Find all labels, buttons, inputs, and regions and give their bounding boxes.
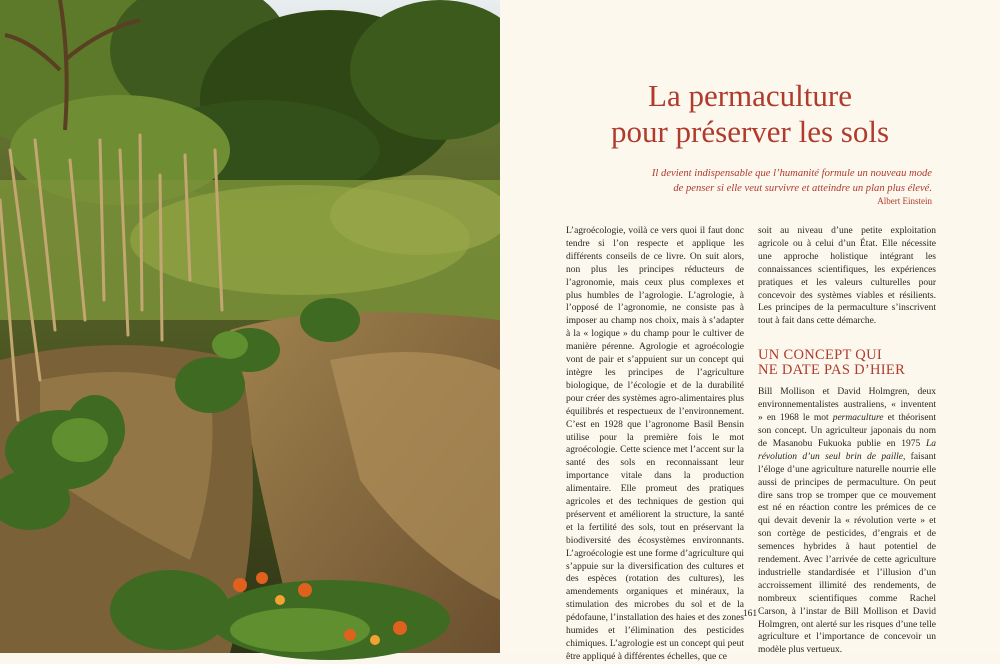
section-heading-line-2: NE DATE PAS D’HIER bbox=[758, 362, 906, 379]
quote-author: Albert Einstein bbox=[877, 196, 932, 206]
section-heading-line-1: UN CONCEPT QUI bbox=[758, 347, 882, 364]
page-title bbox=[500, 78, 1000, 150]
text-run: et théorisent son concept. Un agriculteur japonais du nom de Masanobu Fukuoka publie en 1975 bbox=[758, 413, 936, 449]
text-run: , faisant l’éloge d’une agriculture naturelle nourrie elle aussi de principes de permaculture. On peut dire sans trop se tromper que ce mouvement est né en réaction contre les prémices de ce qui devait devenir la « révolution verte » et son cortège de pesticides, d’engrais et de semences hybrides à haut potentiel de rendement. Avec l’arrivée de cette agriculture industrielle standardisée et l’illusion d’un accroissement illimité des rendements, de nombreux scientifiques comme Rachel Carson, à l’instar de Bill Mollison et David Holmgren, ont alerté sur les risques d’une telle agriculture et l’importance de concevoir un modèle plus vertueux. bbox=[758, 451, 936, 656]
body-paragraph-1: L’agroécologie, voilà ce vers quoi il faut donc tendre si l’on respecte et applique les différents conseils de ce livre. On suit alors, non plus les principes réducteurs de l’agronomie, mais ceux plus complexes et plus humbles de l’agrologie. L’agrologie, à l’opposé de l’agronomie, ne consiste pas à imposer au champ nos choix, mais à s’adapter à la « logique » du champ pour le cultiver de manière pérenne. Agrologie et agroécologie vont de pair et s’appuient sur un concept qui intègre les principes de l’agriculture biologique, de l’écologie et de la durabilité pour créer des systèmes agro-alimentaires plus équilibrés et respectueux de l’environnement. C’est en 1928 que l’agronome Basil Bensin utilise pour la première fois le mot agroécologie. Cette science met l’accent sur la santé des sols en reconnaissant leur importance vitale dans la production alimentaire. Elle promeut des pratiques agricoles et des techniques de gestion qui préservent et améliorent la structure, la santé et la fertilité des sols, tout en préservant la biodiversité des écosystèmes environnants. L’agroécologie est une forme d’agriculture qui s’appuie sur la diversification des cultures et des espèces (rotation des cultures), les amendements organiques et minéraux, la stimulation des microbes du sol et de la pédofaune, l’installation des haies et des zones humides et l’élimination des pesticides chimiques. L’agrologie est un concept qui peut être appliqué à différentes échelles, que ce bbox=[566, 226, 744, 662]
quote-line-2: de penser si elle veut survivre et atteindre un plan plus élevé. bbox=[673, 183, 932, 194]
body-paragraph-continued: soit au niveau d’une petite exploitation agricole ou à celui d’un État. Elle nécessite une approche holistique intégrant les connaissances scientifiques, les expériences pratiques et les valeurs culturelles pour concevoir des systèmes viables et résilients. Les principes de la permaculture s’inscrivent tout à fait dans cette démarche. bbox=[758, 226, 936, 327]
text-page bbox=[500, 0, 1000, 662]
quote-line-1: Il devient indispensable que l’humanité formule un nouveau mode bbox=[651, 168, 932, 179]
column-left bbox=[566, 225, 744, 664]
page-number: 161 bbox=[742, 609, 758, 619]
title-line-1: La permaculture bbox=[648, 78, 852, 113]
title-line-2: pour préserver les sols bbox=[610, 114, 890, 149]
epigraph-quote bbox=[620, 166, 932, 196]
book-title: La révolution d’un seul brin de paille bbox=[758, 438, 936, 462]
section-heading bbox=[758, 348, 936, 378]
column-right bbox=[758, 225, 936, 657]
garden-photo bbox=[0, 0, 500, 653]
term-permaculture: permaculture bbox=[832, 413, 884, 424]
text-run: Bill Mollison et David Holmgren, deux environnementalistes australiens, « inventent » en 1968 le mot bbox=[758, 387, 936, 424]
garden-photo-illustration bbox=[0, 0, 500, 653]
